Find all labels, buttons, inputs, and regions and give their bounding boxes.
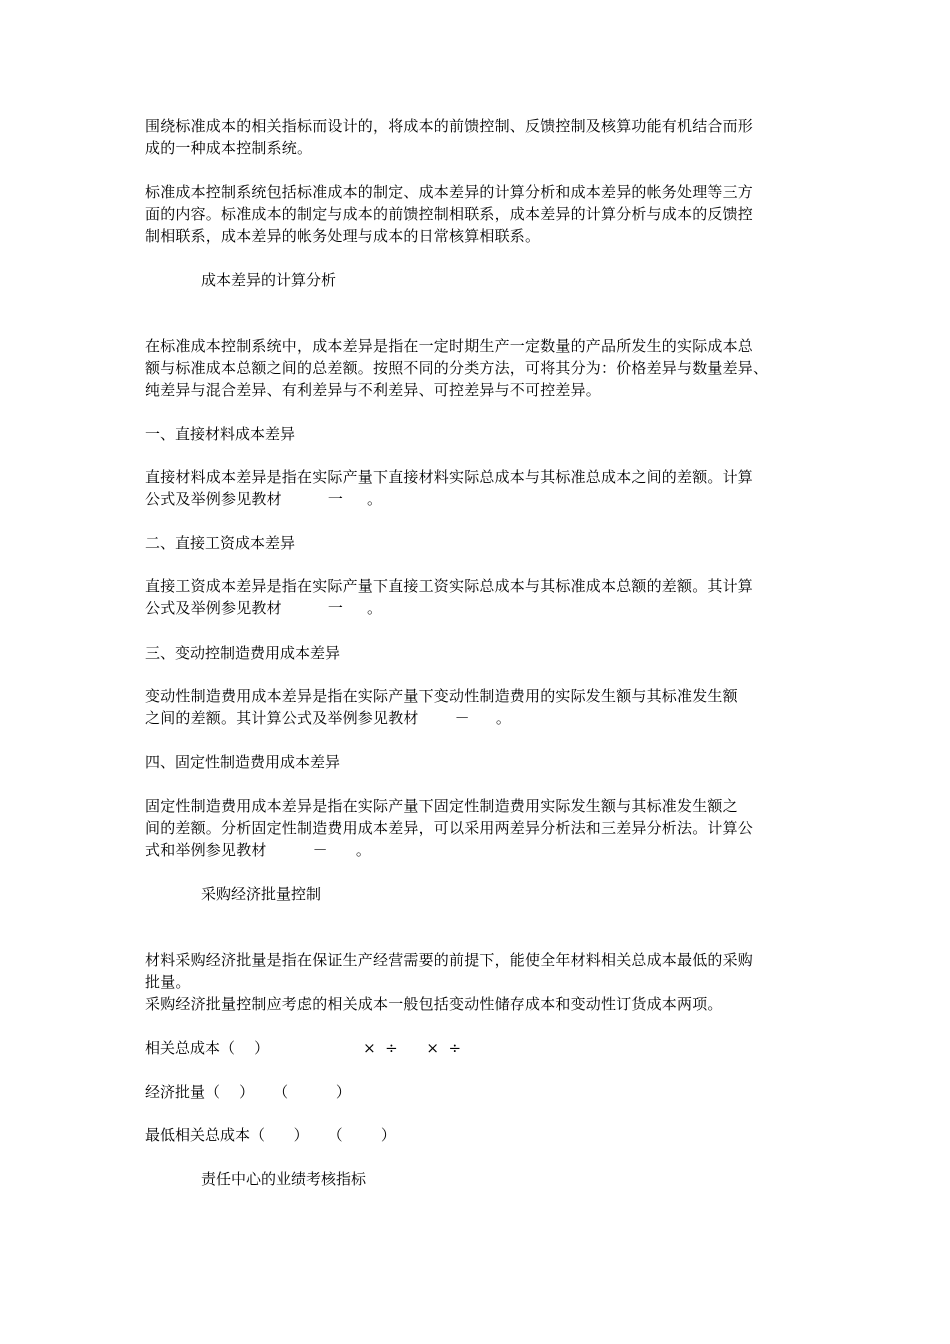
text-line (145, 707, 810, 729)
page-ref-dash: － (454, 709, 470, 727)
formula-min-total-cost: 最低相关总成本（ ） （ ） (145, 1126, 396, 1144)
text-line: 面的内容。标准成本的制定与成本的前馈控制相联系，成本差异的计算分析与成本的反馈控 (145, 205, 754, 223)
sentence-end: 。 (367, 490, 383, 508)
text-line: 固定性制造费用成本差异是指在实际产量下固定性制造费用实际发生额与其标准发生额之 (145, 797, 738, 815)
text-line (145, 488, 810, 510)
intro-paragraph-1 (145, 115, 810, 159)
text-line (145, 597, 810, 619)
subheading-direct-material: 一、直接材料成本差异 (145, 425, 296, 443)
page-ref-dash: － (312, 841, 328, 859)
text-line: 批量。 (145, 973, 191, 991)
text-line (145, 839, 810, 861)
text-line: 在标准成本控制系统中，成本差异是指在一定时期生产一定数量的产品所发生的实际成本总 (145, 337, 754, 355)
text-fragment: 公式及举例参见教材 (145, 490, 282, 508)
purchase-paragraph (145, 949, 810, 1015)
sentence-end: 。 (495, 709, 512, 727)
section-heading-variance: 成本差异的计算分析 (201, 271, 337, 289)
text-fragment: 式和举例参见教材 (145, 841, 267, 859)
text-line: 围绕标准成本的相关指标而设计的，将成本的前馈控制、反馈控制及核算功能有机结合而形 (145, 117, 754, 135)
paragraph-direct-material (145, 466, 810, 510)
formula-label: 相关总成本（ ） (145, 1039, 270, 1057)
subheading-direct-labor: 二、直接工资成本差异 (145, 534, 296, 552)
section-heading-purchase: 采购经济批量控制 (201, 885, 322, 903)
text-line: 材料采购经济批量是指在保证生产经营需要的前提下，能使全年材料相关总成本最低的采购 (145, 951, 754, 969)
text-line: 制相联系，成本差异的帐务处理与成本的日常核算相联系。 (145, 227, 541, 245)
text-fragment: 之间的差额。其计算公式及举例参见教材 (145, 709, 419, 727)
sentence-end: 。 (355, 841, 372, 859)
text-line: 间的差额。分析固定性制造费用成本差异，可以采用两差异分析法和三差异分析法。计算公 (145, 819, 754, 837)
text-line: 采购经济批量控制应考虑的相关成本一般包括变动性储存成本和变动性订货成本两项。 (145, 995, 723, 1013)
paragraph-variable-overhead (145, 685, 810, 729)
text-line: 标准成本控制系统包括标准成本的制定、成本差异的计算分析和成本差异的帐务处理等三方 (145, 183, 754, 201)
text-line: 变动性制造费用成本差异是指在实际产量下变动性制造费用的实际发生额与其标准发生额 (145, 687, 738, 705)
formula-total-cost (145, 1037, 461, 1059)
formula-operators: × ÷ × ÷ (363, 1039, 462, 1057)
formula-eoq: 经济批量（ ） （ ） (145, 1083, 351, 1101)
text-line: 纯差异与混合差异、有利差异与不利差异、可控差异与不可控差异。 (145, 381, 602, 399)
section-heading-responsibility: 责任中心的业绩考核指标 (201, 1170, 367, 1188)
variance-intro-paragraph (145, 335, 810, 401)
subheading-fixed-overhead: 四、固定性制造费用成本差异 (145, 753, 341, 771)
paragraph-fixed-overhead (145, 795, 810, 861)
intro-paragraph-2 (145, 181, 810, 247)
page-ref-dash: 一 (327, 599, 344, 617)
text-line: 成的一种成本控制系统。 (145, 139, 313, 157)
sentence-end: 。 (367, 599, 383, 617)
subheading-variable-overhead: 三、变动控制造费用成本差异 (145, 644, 341, 662)
paragraph-direct-labor (145, 575, 810, 619)
text-line: 额与标准成本总额之间的总差额。按照不同的分类方法，可将其分为：价格差异与数量差异、 (145, 359, 769, 377)
text-line: 直接工资成本差异是指在实际产量下直接工资实际总成本与其标准成本总额的差额。其计算 (145, 577, 754, 595)
text-fragment: 公式及举例参见教材 (145, 599, 282, 617)
text-line: 直接材料成本差异是指在实际产量下直接材料实际总成本与其标准总成本之间的差额。计算 (145, 468, 754, 486)
page-ref-dash: 一 (327, 490, 344, 508)
